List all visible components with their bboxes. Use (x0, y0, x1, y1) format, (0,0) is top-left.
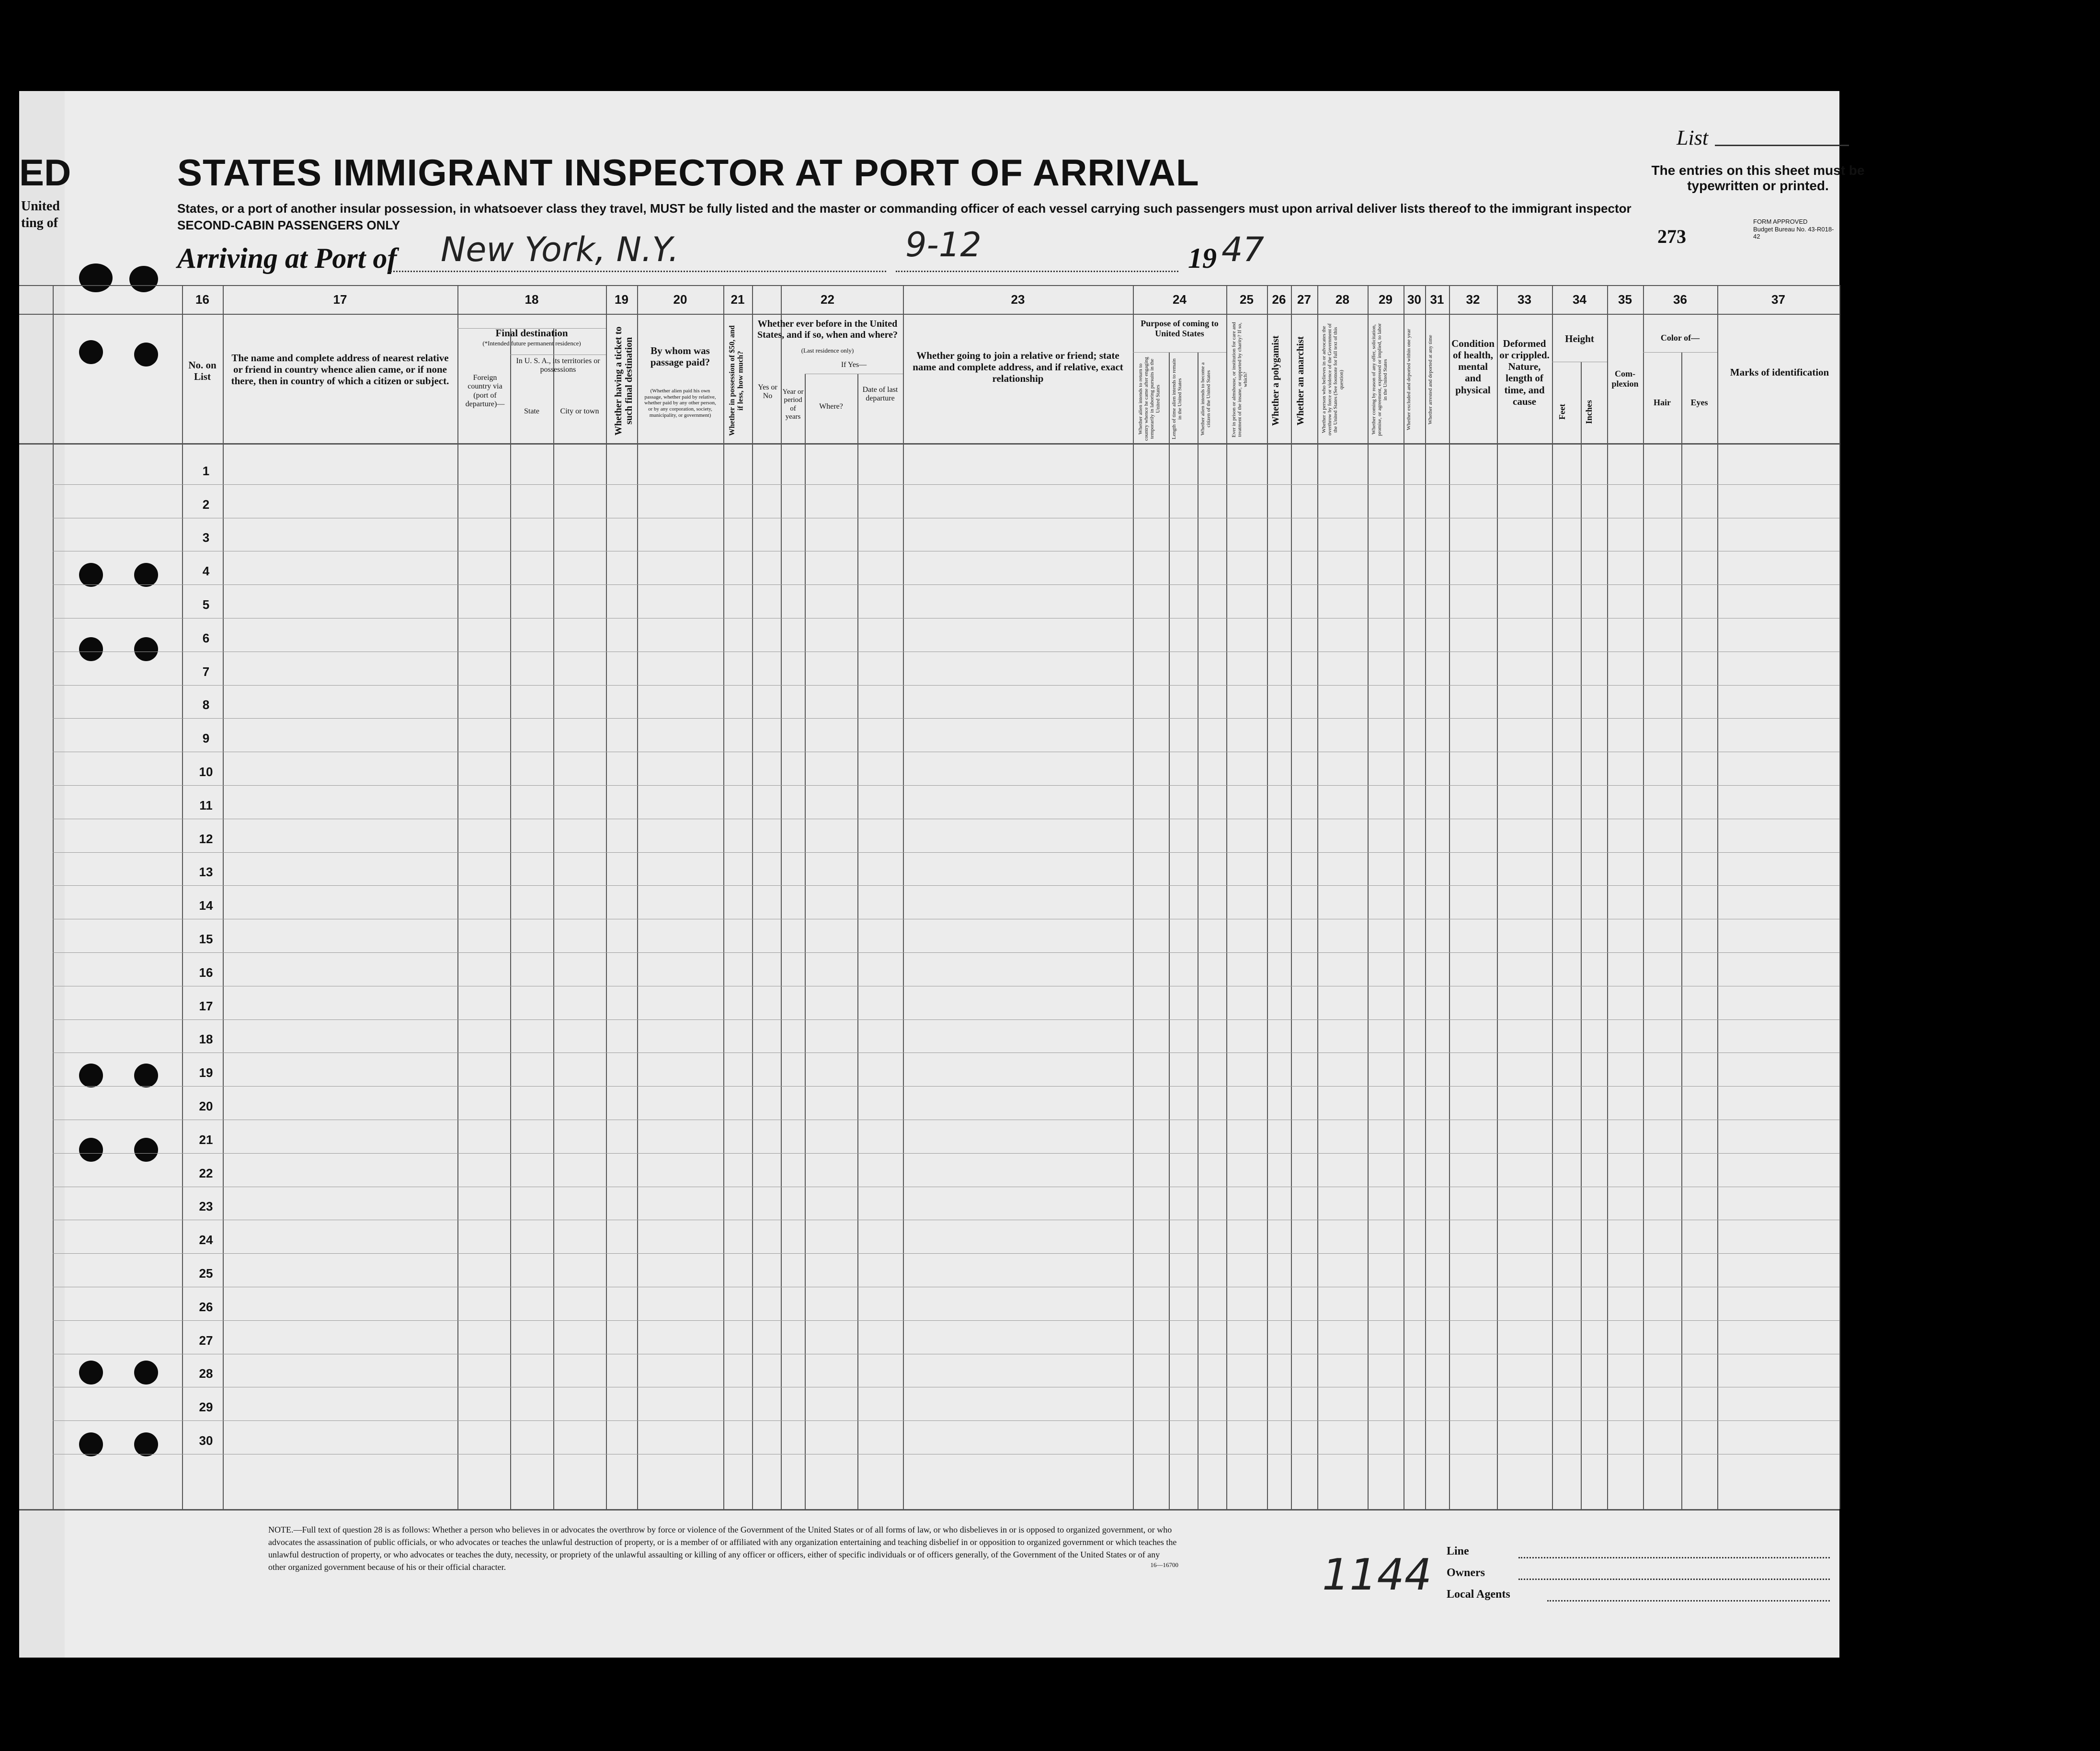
list-label: List (1677, 126, 1709, 149)
row-number: 21 (199, 1132, 213, 1147)
col-divider (1717, 285, 1718, 1509)
table-row (53, 484, 1839, 485)
entries-note: The entries on this sheet must be typewritten or printed. (1651, 163, 1865, 193)
header-relative-address: The name and complete address of nearest relative or friend in country whence alien came, or if none there, then in country of which a citizen or subject. (231, 352, 449, 387)
col-divider (723, 285, 724, 1509)
manifest-sheet (19, 91, 1865, 1658)
header-divider (19, 443, 1839, 445)
colnum-divider (19, 314, 1839, 315)
eyes-header: Eyes (1690, 398, 1708, 407)
where-header: Where? (819, 402, 843, 411)
row-number: 20 (199, 1099, 213, 1113)
row-number: 18 (199, 1032, 213, 1047)
row-number: 30 (199, 1433, 213, 1448)
foreign-country-header: Foreign country via (port of departure)— (465, 374, 505, 409)
colnum-27: 27 (1297, 292, 1311, 307)
left-fragment-2: ting of (21, 216, 58, 230)
list-number-line (1715, 145, 1849, 146)
in-usa-header: In U. S. A., its territories or possessions (516, 357, 600, 374)
city-header: City or town (560, 407, 599, 415)
row-number: 25 (199, 1266, 213, 1281)
row-number: 12 (199, 831, 213, 846)
local-agents-label: Local Agents (1447, 1588, 1510, 1601)
port-line (388, 271, 886, 272)
colnum-16: 16 (195, 292, 209, 307)
col-divider (903, 285, 904, 1509)
col-divider (1226, 285, 1227, 1509)
col-divider (1581, 362, 1582, 1509)
table-row (53, 885, 1839, 886)
row-number: 7 (202, 664, 210, 679)
inches-header: Inches (1584, 400, 1594, 424)
table-row (53, 1420, 1839, 1421)
table-row (53, 1320, 1839, 1321)
line-field (1518, 1557, 1830, 1558)
colnum-17: 17 (333, 292, 347, 307)
row-number: 29 (199, 1400, 213, 1415)
row-number: 6 (202, 630, 210, 645)
header-anarchist: Whether an anarchist (1295, 336, 1306, 425)
manifest-table (19, 285, 1839, 1641)
colnum-24: 24 (1173, 292, 1187, 307)
partial-title-fragment: ED (19, 151, 71, 194)
feet-header: Feet (1557, 404, 1567, 420)
colnum-29: 29 (1379, 292, 1392, 307)
table-row (53, 952, 1839, 953)
row-number: 10 (199, 765, 213, 779)
table-row (53, 685, 1839, 686)
owners-label: Owners (1447, 1567, 1485, 1579)
colnum-30: 30 (1407, 292, 1421, 307)
row-number: 9 (202, 731, 210, 746)
col-divider (1368, 285, 1369, 1509)
header-color-of: Color of— (1660, 333, 1700, 343)
header-height: Height (1565, 333, 1594, 344)
colnum-32: 32 (1466, 292, 1480, 307)
row-number: 24 (199, 1233, 213, 1247)
table-row (53, 1253, 1839, 1254)
footnote-text: NOTE.—Full text of question 28 is as follows: Whether a person who believes in or advocates the overthrow by force or violence of the Government of the United States or of all forms of law, or who disbelieves in or is opposed to organized government, or who advocates the assassination of public officials, or who advocates or teaches the unlawful destruction of property, or is a member of or affiliated with any organization entertaining and teaching disbelief in or opposition to organized government or which teaches the unlawful destruction of property, or who advocates or teaches the duty, necessity, or propriety of the unlawful assaulting or killing of any officer or officers, either of specific individuals or of officers generally, of the Government of the United States or of any other organized government because of his or their official character. (268, 1525, 1177, 1572)
header-prison: Ever in prison or almshouse, or institution for care and treatment of the insane, or supported by charity? If so, which? (1231, 322, 1249, 437)
colnum-19: 19 (615, 292, 628, 307)
header-deformed: Deformed or crippled. Nature, length of time, and cause (1499, 338, 1550, 407)
row-number: 14 (199, 898, 213, 913)
subheader-line (1133, 352, 1226, 353)
col-divider (1839, 285, 1840, 1509)
form-approved (1753, 218, 1839, 240)
table-row (53, 584, 1839, 585)
header-passage-paid: By whom was passage paid? (650, 345, 710, 368)
header-ticket: Whether having a ticket to such final destination (613, 326, 634, 435)
colnum-18: 18 (525, 292, 539, 307)
header-no-on-list: No. on List (188, 359, 217, 383)
final-dest-note: (*Intended future permanent residence) (482, 340, 581, 347)
col-divider (1317, 285, 1318, 1509)
col-divider (1169, 352, 1170, 1509)
col-divider (1681, 352, 1682, 1509)
header-joining-relative: Whether going to join a relative or friend; state name and complete address, and if relative, exact relationship (913, 350, 1123, 385)
port-handwritten: New York, N.Y. (441, 230, 679, 269)
col-divider (637, 285, 638, 1509)
yes-or-no-header: Yes or No (758, 383, 777, 401)
instructions-text: States, or a port of another insular possession, in whatsoever class they travel, MUST be fully listed and the master or commanding officer of each vessel carrying such passengers must upon arrival deliver lists thereof to the immigrant inspector (177, 201, 1632, 216)
row-number: 5 (202, 597, 210, 612)
header-purpose: Purpose of coming to United States (1141, 319, 1219, 338)
col-divider (1643, 285, 1644, 1509)
colnum-37: 37 (1771, 292, 1785, 307)
col-divider (606, 285, 607, 1509)
header-fifty-dollars: Whether in possession of $50, and if less, how much? (728, 325, 745, 436)
date-line (896, 271, 1178, 272)
header-excluded: Whether excluded and deported within one year (1406, 329, 1412, 431)
col-divider (1497, 285, 1498, 1509)
header-final-destination: Final destination (495, 327, 568, 339)
colnum-23: 23 (1011, 292, 1025, 307)
col-divider (1291, 285, 1292, 1509)
header-marks: Marks of identification (1730, 366, 1829, 378)
row-number: 26 (199, 1299, 213, 1314)
colnum-31: 31 (1430, 292, 1444, 307)
col-divider (223, 285, 224, 1509)
year-prefix: 19 (1188, 242, 1217, 274)
form-approved-label: FORM APPROVED (1753, 218, 1808, 225)
row-number: 11 (199, 798, 213, 813)
purpose-citizen-header: Whether alien intends to become a citizen of the United States (1200, 362, 1212, 435)
footnote (268, 1523, 1178, 1573)
col-divider (1267, 285, 1268, 1509)
colnum-33: 33 (1518, 292, 1531, 307)
table-row (53, 718, 1839, 719)
passage-paid-note: (Whether alien paid his own passage, whether paid by relative, whether paid by any other person, or by any corporation, society, municipality, or government) (644, 388, 716, 418)
col-divider (1552, 285, 1553, 1509)
col-divider (182, 285, 183, 1509)
row-number: 13 (199, 865, 213, 880)
subheader-line (1643, 352, 1717, 353)
table-bottom-border (19, 1509, 1839, 1511)
col-divider (457, 285, 458, 1509)
row-number: 19 (199, 1065, 213, 1080)
row-number: 27 (199, 1333, 213, 1348)
header-deported: Whether arrested and deported at any time (1427, 335, 1433, 424)
header-labor-offer: Whether coming by reason of any offer, solicitation, promise, or agreement, expressed or implied, to labor in the United States (1371, 323, 1389, 436)
table-top-border (19, 285, 1839, 286)
col-divider (53, 285, 54, 1509)
date-handwritten: 9-12 (905, 225, 982, 264)
col-divider (1133, 285, 1134, 1509)
header-complexion: Com-plexion (1611, 369, 1639, 389)
row-number: 22 (199, 1166, 213, 1180)
colnum-26: 26 (1272, 292, 1286, 307)
row-number: 15 (199, 932, 213, 946)
col-divider (1425, 285, 1426, 1509)
table-row (53, 785, 1839, 786)
header-health: Condition of health, mental and physical (1451, 338, 1495, 396)
col-divider (781, 285, 782, 1509)
colnum-34: 34 (1573, 292, 1586, 307)
colnum-28: 28 (1335, 292, 1349, 307)
row-number: 3 (202, 530, 210, 545)
col-divider (1607, 285, 1608, 1509)
purpose-length-header: Length of time alien intends to remain in the United States (1171, 358, 1183, 439)
owners-field (1518, 1579, 1830, 1580)
budget-bureau: Budget Bureau No. 43-R018-42 (1753, 225, 1834, 240)
colnum-25: 25 (1240, 292, 1254, 307)
colnum-22: 22 (821, 292, 834, 307)
sheet-number: 273 (1657, 226, 1686, 247)
line-label: Line (1447, 1545, 1469, 1557)
year-handwritten: 47 (1221, 230, 1265, 269)
col-divider (857, 374, 858, 1509)
row-number: 4 (202, 564, 210, 579)
table-row (53, 1153, 1839, 1154)
last-residence-note: (Last residence only) (801, 347, 854, 354)
col-divider (1449, 285, 1450, 1509)
if-yes-header: If Yes— (841, 361, 867, 369)
colnum-36: 36 (1673, 292, 1687, 307)
passenger-class: SECOND-CABIN PASSENGERS ONLY (177, 218, 400, 232)
footnote-code: 16—16700 (1150, 1561, 1178, 1569)
row-number: 17 (199, 998, 213, 1013)
table-row (53, 852, 1839, 853)
row-number: 16 (199, 965, 213, 980)
col-divider (752, 285, 753, 1509)
table-row (53, 1019, 1839, 1020)
header-polygamist: Whether a polygamist (1270, 335, 1281, 426)
row-number: 23 (199, 1199, 213, 1214)
colnum-20: 20 (673, 292, 687, 307)
colnum-35: 35 (1618, 292, 1632, 307)
table-row (53, 1086, 1839, 1087)
page-title: STATES IMMIGRANT INSPECTOR AT PORT OF ARRIVAL (177, 151, 1199, 194)
arriving-label: Arriving at Port of (177, 242, 397, 274)
col-divider (805, 374, 806, 1509)
date-departure-header: Date of last departure (862, 386, 898, 403)
left-fragment-1: United (21, 199, 60, 214)
row-number: 1 (202, 463, 210, 478)
row-number: 28 (199, 1366, 213, 1381)
year-period-header: Year or period of years (782, 388, 804, 421)
hair-header: Hair (1654, 398, 1671, 407)
header-ever-before: Whether ever before in the United States, and if so, when and where? (757, 319, 898, 340)
colnum-21: 21 (730, 292, 745, 307)
local-agents-field (1547, 1600, 1830, 1602)
handwritten-number: 1144 (1322, 1550, 1432, 1600)
state-header: State (524, 407, 539, 415)
header-overthrow: Whether a person who believes in or advocates the overthrow by force or violence of the Government of the United States (See footnote for full text of this question) (1321, 323, 1345, 436)
row-number: 2 (202, 497, 210, 512)
purpose-return-header: Whether alien intends to return to country whence he came after engaging temporarily in laboring pursuits in the United States (1138, 357, 1161, 441)
row-number: 8 (202, 698, 210, 712)
